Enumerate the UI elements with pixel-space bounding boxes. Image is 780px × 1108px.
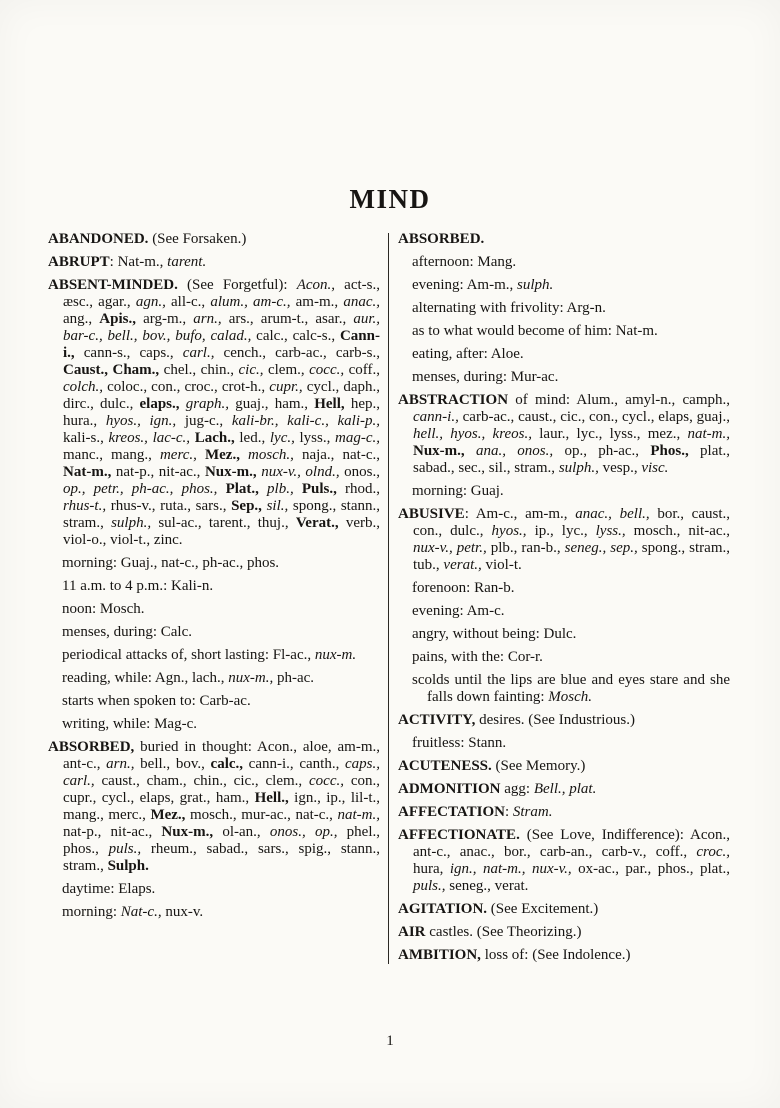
text-run: carb-ac., caust., cic., con., cycl., elaps, guaj.,: [458, 409, 730, 425]
text-run: ang.,: [63, 311, 100, 327]
text-run: all-c.,: [165, 294, 211, 310]
text-run: cocc.,: [309, 773, 344, 789]
text-run: onos., op.,: [269, 824, 338, 840]
rubric-entry: [48, 739, 380, 875]
text-run: Acon.,: [296, 277, 336, 293]
text-run: seneg., verat.: [445, 878, 529, 894]
text-run: starts when spoken to: Carb-ac.: [62, 693, 251, 709]
text-run: ABRUPT: [48, 254, 110, 270]
text-run: carl.,: [182, 345, 215, 361]
text-run: hep., hura.,: [63, 396, 380, 429]
text-run: rhus-v., ruta., sars.,: [106, 498, 232, 514]
text-run: Nux-m.,: [204, 464, 257, 480]
text-run: (See Excitement.): [487, 901, 599, 917]
text-run: colch.,: [63, 379, 103, 395]
text-run: caust., cham., chin., cic., clem.,: [94, 773, 309, 789]
rubric-entry: [48, 231, 380, 248]
text-run: cann-i.,: [413, 409, 459, 425]
text-run: Nux-m.,: [413, 443, 465, 459]
text-run: desires. (See Industrious.): [475, 712, 635, 728]
text-run: onos.,: [339, 464, 380, 480]
text-run: Verat.,: [295, 515, 339, 531]
text-run: of mind: Alum., amyl-n., camph.,: [508, 392, 730, 408]
text-run: agg:: [500, 781, 534, 797]
text-run: [217, 481, 225, 497]
text-run: Sep.,: [231, 498, 262, 514]
sub-rubric: [62, 647, 380, 664]
text-run: evening: Am-m.,: [412, 277, 517, 293]
sub-rubric: [412, 649, 730, 666]
text-run: mag-c.,: [335, 430, 381, 446]
text-run: rheum., sabad., sars., spig., stann., stram.,: [63, 841, 381, 874]
text-run: led.,: [234, 430, 270, 446]
text-run: (See Forsaken.): [148, 231, 247, 247]
text-run: Mosch.: [548, 689, 592, 705]
text-run: evening: Am-c.: [412, 603, 505, 619]
text-run: arn.,: [106, 756, 135, 772]
text-run: sulph.,: [111, 515, 152, 531]
text-run: cench., carb-ac., carb-s.,: [214, 345, 380, 361]
text-run: Phos.,: [650, 443, 689, 459]
text-run: writing, while: Mag-c.: [62, 716, 197, 732]
text-run: alum., am-c.,: [210, 294, 291, 310]
rubric-entry: [48, 254, 380, 271]
text-run: morning:: [62, 904, 121, 920]
rubric-entry: [398, 947, 730, 964]
text-run: AFFECTIONATE.: [398, 827, 520, 843]
text-run: nux-v., olnd.,: [261, 464, 340, 480]
text-run: menses, during: Calc.: [62, 624, 192, 640]
text-run: ACTIVITY,: [398, 712, 476, 728]
text-run: viol-t.: [481, 557, 522, 573]
text-run: cic.,: [238, 362, 264, 378]
sub-rubric: [62, 670, 380, 687]
text-run: AMBITION,: [398, 947, 481, 963]
sub-rubric: [412, 346, 730, 363]
text-run: plb.,: [267, 481, 294, 497]
text-run: cupr.,: [269, 379, 303, 395]
text-run: lyss.,: [294, 430, 336, 446]
text-run: scolds until the lips are blue and eyes stare and she falls down fainting:: [412, 672, 730, 705]
rubric-entry: [398, 827, 730, 895]
text-run: ABSTRACTION: [398, 392, 509, 408]
text-run: plat., sabad., sec., sil., stram.,: [413, 443, 731, 476]
text-run: Hell,: [314, 396, 345, 412]
text-run: ABSENT-MINDED.: [48, 277, 178, 293]
text-run: arn.,: [193, 311, 222, 327]
text-run: laur., lyc., lyss., mez.,: [531, 426, 688, 442]
text-run: loss of: (See Indolence.): [480, 947, 631, 963]
text-run: mosch.,: [248, 447, 294, 463]
text-run: spong., stram., tub.,: [413, 540, 730, 573]
text-run: nux-v.: [161, 904, 204, 920]
sub-rubric: [62, 881, 380, 898]
text-run: ol-an.,: [213, 824, 270, 840]
rubric-entry: [398, 231, 730, 248]
sub-rubric: [62, 716, 380, 733]
text-run: hell., hyos., kreos.,: [413, 426, 532, 442]
text-run: ADMONITION: [398, 781, 501, 797]
sub-rubric: [62, 578, 380, 595]
text-run: nux-m.,: [228, 670, 274, 686]
text-run: Puls.,: [301, 481, 337, 497]
text-run: jug-c.,: [176, 413, 232, 429]
text-run: elaps.,: [139, 396, 180, 412]
text-run: as to what would become of him: Nat-m.: [412, 323, 658, 339]
rubric-entry: [398, 804, 730, 821]
text-run: coloc., con., croc., crot-h.,: [102, 379, 270, 395]
text-run: periodical attacks of, short lasting: Fl-ac.,: [62, 647, 315, 663]
text-run: con., cupr., cycl., elaps, grat., ham.,: [63, 773, 380, 806]
page-number: 1: [386, 1033, 394, 1049]
text-run: plb., ran-b.,: [486, 540, 565, 556]
text-run: nux-m.: [314, 647, 357, 663]
text-run: seneg., sep.,: [564, 540, 638, 556]
text-run: graph.,: [185, 396, 230, 412]
sub-rubric: [62, 555, 380, 572]
text-run: ign., nat-m., nux-v.,: [449, 861, 572, 877]
text-run: angry, without being: Dulc.: [412, 626, 577, 642]
text-run: anac., bell.,: [575, 506, 650, 522]
text-run: [465, 443, 476, 459]
text-run: : Am-c., am-m.,: [464, 506, 576, 522]
text-run: : Nat-m.,: [109, 254, 168, 270]
text-run: agn.,: [135, 294, 166, 310]
text-run: bor., caust., con., dulc.,: [413, 506, 731, 539]
text-run: Mez.,: [204, 447, 240, 463]
text-run: Nat-c.,: [120, 904, 162, 920]
text-run: [259, 481, 267, 497]
text-run: lyss.,: [595, 523, 626, 539]
text-run: calc., calc-s.,: [251, 328, 340, 344]
text-run: puls.,: [108, 841, 142, 857]
text-run: coff.,: [344, 362, 380, 378]
text-run: menses, during: Mur-ac.: [412, 369, 559, 385]
text-run: lyc.,: [269, 430, 295, 446]
text-run: nat-p., nit-ac.,: [63, 824, 162, 840]
text-run: morning: Guaj.: [412, 483, 504, 499]
text-run: verat.,: [443, 557, 482, 573]
left-column: [48, 231, 380, 964]
text-run: pains, with the: Cor-r.: [412, 649, 543, 665]
sub-rubric: [412, 323, 730, 340]
sub-rubric: [412, 672, 730, 706]
text-run: (See Forgetful):: [177, 277, 297, 293]
text-run: nat-p., nit-ac.,: [111, 464, 205, 480]
text-run: [240, 447, 248, 463]
text-run: hyos.,: [491, 523, 527, 539]
text-run: forenoon: Ran-b.: [412, 580, 515, 596]
text-run: ars., arum-t., asar.,: [221, 311, 354, 327]
text-run: spong., stann., stram.,: [63, 498, 380, 531]
sub-rubric: [62, 601, 380, 618]
text-run: aur., bar-c., bell., bov., bufo, calad.,: [63, 311, 380, 344]
text-run: Caust., Cham.,: [63, 362, 160, 378]
text-run: verb., viol-o., viol-t., zinc.: [63, 515, 380, 548]
column-divider: [388, 233, 389, 964]
text-run: Nat-m.,: [63, 464, 112, 480]
sub-rubric: [412, 300, 730, 317]
text-run: croc.,: [696, 844, 730, 860]
right-column: [398, 231, 730, 964]
text-run: rhod.,: [336, 481, 380, 497]
text-run: hura,: [413, 861, 450, 877]
text-run: [197, 447, 205, 463]
text-run: eating, after: Aloe.: [412, 346, 524, 362]
sub-rubric: [62, 693, 380, 710]
text-run: ana., onos.,: [475, 443, 554, 459]
text-run: AIR: [398, 924, 426, 940]
text-run: daytime: Elaps.: [62, 881, 156, 897]
text-run: Plat.,: [225, 481, 259, 497]
rubric-entry: [398, 758, 730, 775]
text-run: Bell., plat.: [533, 781, 597, 797]
text-run: ph-ac.: [273, 670, 315, 686]
text-run: Stram.: [512, 804, 553, 820]
text-run: op., petr., ph-ac., phos.,: [63, 481, 218, 497]
text-run: cann-s., caps.,: [74, 345, 183, 361]
text-run: cocc.,: [309, 362, 345, 378]
text-run: ACUTENESS.: [398, 758, 492, 774]
text-run: vesp.,: [598, 460, 642, 476]
text-run: phel., phos.,: [63, 824, 381, 857]
sub-rubric: [412, 369, 730, 386]
text-run: naja., nat-c.,: [293, 447, 380, 463]
text-run: mosch., nit-ac.,: [625, 523, 731, 539]
text-run: visc.: [641, 460, 669, 476]
text-run: alternating with frivolity: Arg-n.: [412, 300, 606, 316]
rubric-entry: [48, 277, 380, 549]
text-run: arg-m.,: [135, 311, 194, 327]
text-run: bell., bov.,: [134, 756, 211, 772]
text-run: noon: Mosch.: [62, 601, 145, 617]
text-run: hyos., ign.,: [105, 413, 177, 429]
text-run: :: [504, 804, 513, 820]
text-run: nat-m.,: [337, 807, 380, 823]
text-run: Apis.,: [99, 311, 136, 327]
text-run: kreos., lac-c.,: [108, 430, 191, 446]
rubric-entry: [398, 506, 730, 574]
text-run: fruitless: Stann.: [412, 735, 507, 751]
two-column-layout: [0, 215, 780, 964]
text-run: sulph.: [517, 277, 554, 293]
text-run: AFFECTATION: [398, 804, 505, 820]
sub-rubric: [62, 904, 380, 921]
text-run: (See Love, Indifference): Acon., ant-c., anac., bor., carb-an., carb-v., coff.,: [413, 827, 730, 860]
sub-rubric: [412, 483, 730, 500]
text-run: ox-ac., par., phos., plat.,: [571, 861, 730, 877]
sub-rubric: [412, 580, 730, 597]
text-run: cycl., daph., dirc., dulc.,: [63, 379, 380, 412]
text-run: 11 a.m. to 4 p.m.: Kali-n.: [62, 578, 214, 594]
rubric-entry: [398, 901, 730, 918]
text-run: ABANDONED.: [48, 231, 149, 247]
text-run: [294, 481, 302, 497]
text-run: calc.,: [210, 756, 244, 772]
text-run: clem.,: [263, 362, 310, 378]
text-run: Mez.,: [150, 807, 186, 823]
sub-rubric: [412, 254, 730, 271]
text-run: Nux-m.,: [161, 824, 214, 840]
text-run: Cann-i.,: [63, 328, 380, 361]
text-run: afternoon: Mang.: [412, 254, 517, 270]
text-run: guaj., ham.,: [229, 396, 315, 412]
sub-rubric: [412, 603, 730, 620]
text-run: Hell.,: [254, 790, 289, 806]
text-run: sil.,: [266, 498, 289, 514]
text-run: tarent.: [167, 254, 207, 270]
text-run: ABSORBED,: [48, 739, 135, 755]
text-run: morning: Guaj., nat-c., ph-ac., phos.: [62, 555, 280, 571]
text-run: rhus-t.,: [63, 498, 107, 514]
text-run: nat-m.,: [687, 426, 731, 442]
text-run: ign., ip., lil-t., mang., merc.,: [63, 790, 381, 823]
text-run: sulph.,: [558, 460, 599, 476]
text-run: caps., carl.,: [63, 756, 380, 789]
text-run: (See Memory.): [491, 758, 586, 774]
text-run: kali-s.,: [63, 430, 109, 446]
text-run: sul-ac., tarent., thuj.,: [151, 515, 296, 531]
text-run: manc., mang.,: [63, 447, 160, 463]
text-run: mosch., mur-ac., nat-c.,: [185, 807, 338, 823]
text-run: AGITATION.: [398, 901, 488, 917]
text-run: cann-i., canth.,: [243, 756, 345, 772]
text-run: Lach.,: [194, 430, 235, 446]
text-run: ABUSIVE: [398, 506, 465, 522]
text-run: ABSORBED.: [398, 231, 485, 247]
text-run: am-m.,: [290, 294, 344, 310]
rubric-entry: [398, 781, 730, 798]
text-run: act-s., æsc., agar.,: [63, 277, 380, 310]
text-run: op., ph-ac.,: [553, 443, 651, 459]
sub-rubric: [412, 626, 730, 643]
text-run: chel., chin.,: [159, 362, 239, 378]
sub-rubric: [62, 624, 380, 641]
text-run: buried in thought: Acon., aloe, am-m., ant-c.,: [63, 739, 380, 772]
text-run: castles. (See Theorizing.): [425, 924, 582, 940]
text-run: Sulph.: [107, 858, 149, 874]
rubric-entry: [398, 392, 730, 477]
rubric-entry: [398, 924, 730, 941]
text-run: merc.,: [159, 447, 197, 463]
text-run: kali-br., kali-c., kali-p.,: [231, 413, 380, 429]
text-run: nux-v., petr.,: [413, 540, 487, 556]
sub-rubric: [412, 277, 730, 294]
page-title: MIND: [349, 184, 431, 214]
sub-rubric: [412, 735, 730, 752]
text-run: ip., lyc.,: [526, 523, 596, 539]
text-run: reading, while: Agn., lach.,: [62, 670, 229, 686]
text-run: anac.,: [343, 294, 380, 310]
rubric-entry: [398, 712, 730, 729]
text-run: puls.,: [413, 878, 446, 894]
